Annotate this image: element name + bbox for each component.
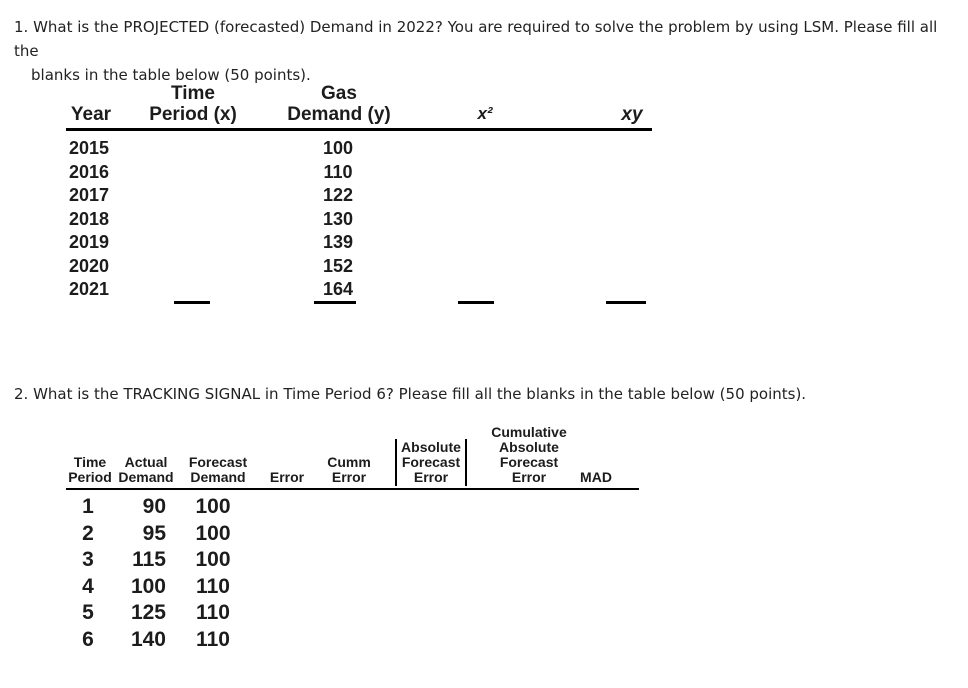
forecast-demand-cell: 110: [196, 627, 230, 651]
demand-cell: 122: [322, 185, 354, 205]
demand-cell: 100: [322, 138, 354, 158]
period-column: [76, 494, 100, 653]
actual-demand-cell: 115: [132, 548, 166, 571]
header-absolute-forecast-error: Absolute Forecast Error: [401, 439, 461, 485]
header-time-period: Time Period (x): [149, 83, 237, 125]
question-1-line-2: blanks in the table below (50 points).: [31, 66, 311, 84]
header-x-squared: x²: [477, 104, 493, 123]
header-forecast-demand: Forecast Demand: [188, 454, 248, 485]
forecast-demand-cell: 100: [195, 548, 231, 571]
header-error: Error: [269, 469, 305, 485]
sum-blank-x-squared: [458, 301, 494, 304]
sum-blank-demand: [314, 301, 356, 304]
actual-demand-cell: 140: [130, 627, 166, 651]
year-cell: 2017: [69, 185, 110, 205]
period-cell: 4: [82, 574, 94, 598]
actual-demand-cell: 90: [142, 495, 166, 518]
question-1-line-1: 1. What is the PROJECTED (forecasted) Demand in 2022? You are required to solve the problem by using LSM. Please fill all the: [14, 18, 938, 60]
header-actual-demand: Actual Demand: [118, 454, 174, 485]
header-time-period-2: Time Period: [68, 454, 112, 485]
actual-demand-column: [118, 494, 166, 653]
demand-column: [318, 137, 358, 302]
header-xy: xy: [621, 104, 643, 125]
forecast-demand-cell: 110: [196, 574, 230, 598]
forecast-demand-cell: 110: [196, 601, 230, 624]
demand-cell: 130: [322, 208, 354, 229]
actual-demand-cell: 100: [130, 574, 166, 598]
year-cell: 2015: [69, 138, 110, 158]
demand-cell: 139: [322, 232, 354, 252]
actual-demand-cell: 95: [142, 521, 166, 545]
header-gas-demand: Gas Demand (y): [287, 83, 391, 125]
year-column: [69, 137, 129, 302]
header-cumulative-absolute-forecast-error: Cumulative Absolute Forecast Error: [491, 424, 567, 485]
sum-blank-time-period: [174, 301, 210, 304]
period-cell: 5: [82, 601, 94, 624]
year-cell: 2016: [69, 161, 110, 182]
forecast-demand-cell: 100: [195, 521, 231, 545]
year-cell: 2020: [69, 255, 110, 276]
question-1-text: [14, 15, 944, 87]
actual-demand-cell: 125: [130, 601, 166, 624]
absolute-error-right-bar: [465, 439, 467, 486]
period-cell: 1: [82, 495, 94, 518]
period-cell: 3: [82, 548, 94, 571]
header-cumm-error: Cumm Error: [327, 454, 371, 485]
year-cell: 2018: [69, 208, 110, 229]
year-cell: 2021: [69, 279, 110, 299]
period-cell: 2: [82, 521, 94, 545]
table-2-header-rule: [66, 488, 639, 490]
year-cell: 2019: [69, 232, 110, 252]
header-mad: MAD: [580, 469, 612, 485]
table-1-header-rule: [66, 128, 652, 131]
question-2-text: 2. What is the TRACKING SIGNAL in Time Period 6? Please fill all the blanks in the table below (50 points).: [14, 385, 807, 403]
demand-cell: 110: [323, 161, 353, 182]
forecast-demand-column: [190, 494, 236, 653]
demand-cell: 152: [322, 255, 354, 276]
sum-blank-xy: [606, 301, 646, 304]
period-cell: 6: [82, 627, 94, 651]
demand-cell: 164: [322, 279, 354, 299]
absolute-error-left-bar: [395, 439, 397, 486]
header-year: Year: [70, 104, 112, 125]
forecast-demand-cell: 100: [195, 495, 231, 518]
